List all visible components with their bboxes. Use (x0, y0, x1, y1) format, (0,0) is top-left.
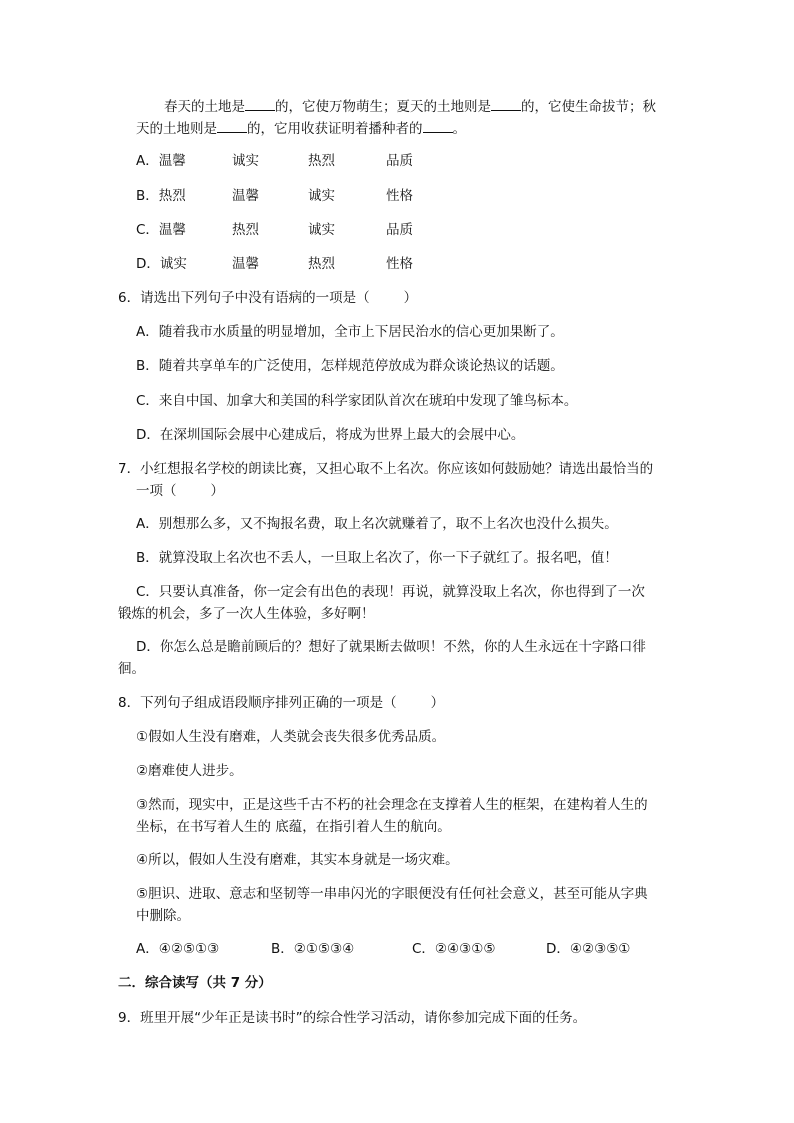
fill-blank (245, 96, 275, 111)
q5-stem-text: 天的土地则是 (136, 121, 217, 137)
q5-stem-line2 (136, 118, 466, 139)
option-word: 性格 (386, 188, 413, 204)
q5-stem-text: 的，它使生命拔节；秋 (521, 99, 656, 115)
fill-blank (423, 118, 453, 133)
option-word: 温馨 (232, 188, 259, 204)
q5-stem-text: 。 (452, 121, 466, 137)
q6-option-b: B．随着共享单车的广泛使用，怎样规范停放成为群众谈论热议的话题。 (136, 358, 564, 374)
option-word: 热烈 (232, 222, 259, 238)
option-word: 品质 (386, 222, 413, 238)
option-word: 诚实 (308, 188, 335, 204)
q8-stem-close: ） (430, 695, 445, 711)
q8-sentence-5-line2: 中删除。 (136, 908, 190, 924)
option-word: 温馨 (232, 256, 259, 272)
q5-stem-line1 (164, 96, 656, 117)
q6-option-c: C．来自中国、加拿大和美国的科学家团队首次在琥珀中发现了雏鸟标本。 (136, 393, 578, 409)
q7-option-c-line2: 锻炼的机会，多了一次人生体验，多好啊！ (118, 606, 375, 622)
q7-option-c-line1: C．只要认真准备，你一定会有出色的表现！再说，就算没取上名次，你也得到了一次 (136, 584, 645, 600)
q8-stem (118, 693, 444, 713)
q7-stem-text: 一项（ (136, 483, 177, 499)
option-word: 诚实 (308, 222, 335, 238)
q6-stem-close: ） (403, 290, 418, 306)
option-word: 品质 (386, 153, 413, 169)
q9-stem: 9．班里开展“少年正是读书时”的综合性学习活动，请你参加完成下面的任务。 (118, 1010, 587, 1026)
q8-choice-c: C．②④③①⑤ (412, 941, 496, 957)
q8-choice-d: D．④②③⑤① (546, 941, 631, 957)
q6-stem-text: 6．请选出下列句子中没有语病的一项是（ (118, 290, 370, 306)
option-word: 热烈 (308, 153, 335, 169)
option-word: D．诚实 (136, 256, 187, 272)
q8-sentence-1: ①假如人生没有磨难，人类就会丧失很多优秀品质。 (136, 729, 446, 745)
q8-choice-b: B．②①⑤③④ (271, 941, 355, 957)
q5-stem-text: 的，它用收获证明着播种者的 (247, 121, 423, 137)
option-word: 热烈 (308, 256, 335, 272)
q7-stem-close: ） (210, 483, 224, 499)
q8-sentence-2: ②磨难使人进步。 (136, 763, 243, 779)
option-word: B．热烈 (136, 188, 186, 204)
option-word: A．温馨 (136, 153, 186, 169)
q5-stem-text: 的，它使万物萌生；夏天的土地则是 (275, 99, 491, 115)
option-word: 诚实 (232, 153, 259, 169)
q7-option-d-line1: D．你怎么总是瞻前顾后的？想好了就果断去做呗！不然，你的人生永远在十字路口徘 (136, 639, 646, 655)
fill-blank (217, 118, 247, 133)
q6-option-a: A．随着我市水质量的明显增加，全市上下居民治水的信心更加果断了。 (136, 324, 564, 340)
q5-stem-text: 春天的土地是 (164, 99, 245, 115)
q7-stem-line1: 7．小红想报名学校的朗读比赛，又担心取不上名次。你应该如何鼓励她？请选出最恰当的 (118, 461, 654, 477)
q8-sentence-5-line1: ⑤胆识、进取、意志和坚韧等一串串闪光的字眼便没有任何社会意义，甚至可能从字典 (136, 886, 648, 902)
q7-option-b: B．就算没取上名次也不丢人，一旦取上名次了，你一下子就红了。报名吧，值！ (136, 550, 618, 566)
q7-option-d-line2: 徊。 (118, 661, 145, 677)
q8-choice-a: A．④②⑤①③ (136, 941, 220, 957)
q7-stem-line2 (136, 481, 224, 501)
q6-stem (118, 288, 417, 308)
q8-stem-text: 8．下列句子组成语段顺序排列正确的一项是（ (118, 695, 397, 711)
option-word: C．温馨 (136, 222, 186, 238)
fill-blank (491, 96, 521, 111)
q8-sentence-3-line1: ③然而，现实中，正是这些千古不朽的社会理念在支撑着人生的框架，在建构着人生的 (136, 797, 648, 813)
q7-option-a: A．别想那么多，又不掏报名费，取上名次就赚着了，取不上名次也没什么损失。 (136, 516, 618, 532)
q8-sentence-4: ④所以，假如人生没有磨难，其实本身就是一场灾难。 (136, 852, 459, 868)
option-word: 性格 (386, 256, 413, 272)
q6-option-d: D．在深圳国际会展中心建成后，将成为世界上最大的会展中心。 (136, 427, 525, 443)
section-heading: 二．综合读写（共 7 分） (118, 975, 272, 991)
q8-sentence-3-line2: 坐标，在书写着人生的 底蕴，在指引着人生的航向。 (136, 819, 451, 835)
